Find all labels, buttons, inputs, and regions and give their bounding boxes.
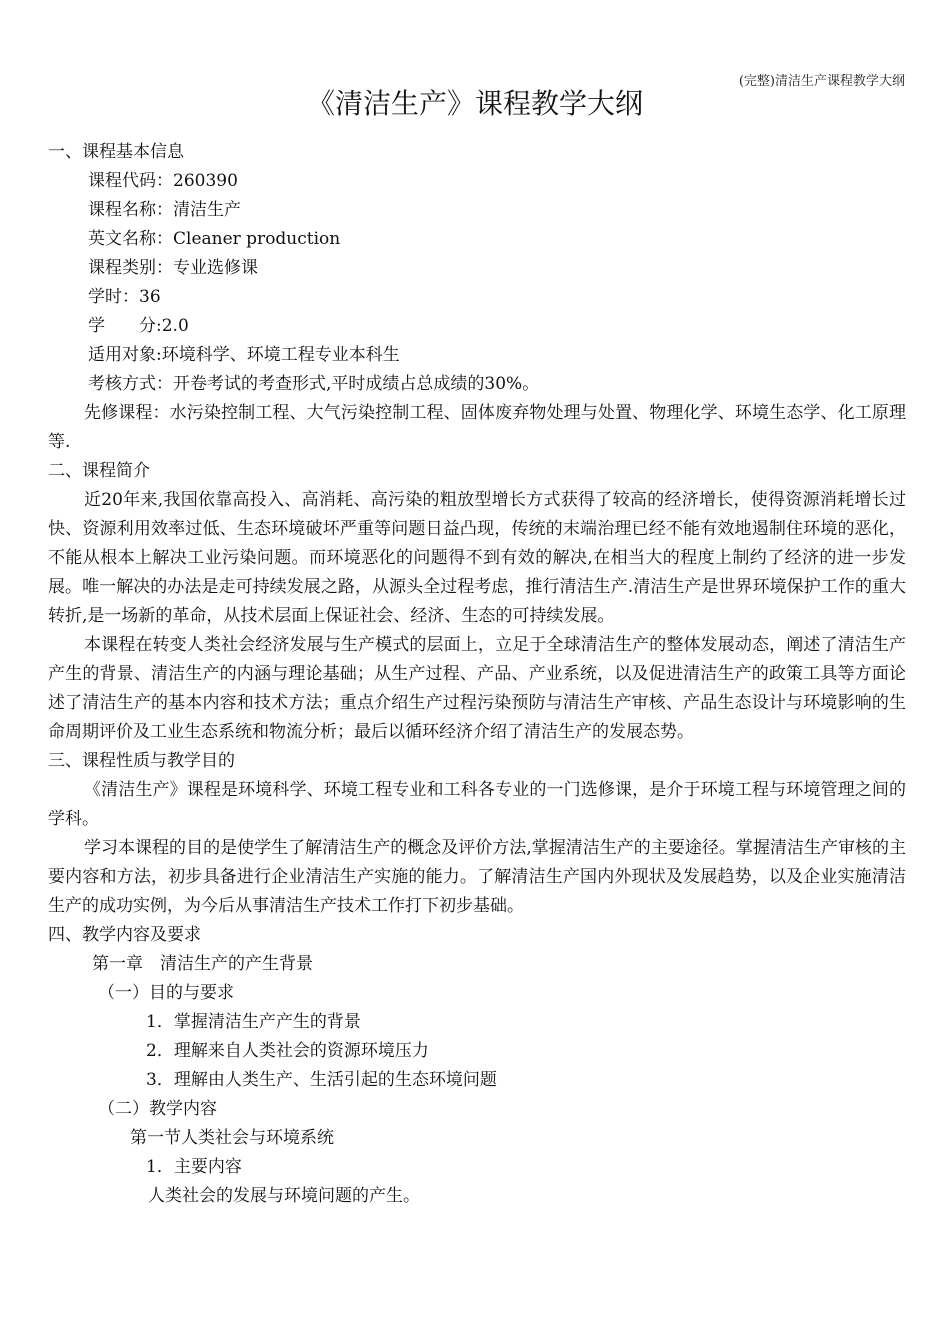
requirement-item-2: 2．理解来自人类社会的资源环境压力 (146, 1041, 429, 1061)
course-english-name: 英文名称：Cleaner production (88, 229, 341, 249)
course-audience: 适用对象:环境科学、环境工程专业本科生 (88, 345, 400, 365)
section-heading-basic-info: 一、课程基本信息 (48, 142, 184, 162)
nature-paragraph-1: 《清洁生产》课程是环境科学、环境工程专业和工科各专业的一门选修课，是介于环境工程与环境管理之间的学科。 (48, 780, 906, 829)
chapter-title: 第一章 清洁生产的产生背景 (92, 954, 313, 974)
course-assessment: 考核方式：开卷考试的考查形式,平时成绩占总成绩的30%。 (88, 374, 540, 394)
requirement-item-1: 1．掌握清洁生产产生的背景 (146, 1012, 361, 1032)
intro-paragraph-2: 本课程在转变人类社会经济发展与生产模式的层面上，立足于全球清洁生产的整体发展动态，阐述了清洁生产产生的背景、清洁生产的内涵与理论基础；从生产过程、产品、产业系统，以及促进清洁生产的政策工具等方面论述了清洁生产的基本内容和技术方法；重点介绍生产过程污染预防与清洁生产审核、产品生态设计与环境影响的生命周期评价及工业生态系统和物流分析；最后以循环经济介绍了清洁生产的发展态势。 (48, 635, 906, 742)
section-heading-nature: 三、课程性质与教学目的 (48, 751, 235, 771)
subheading-teaching-content: （二）教学内容 (98, 1099, 217, 1119)
course-code: 课程代码：260390 (88, 171, 238, 191)
intro-paragraph-1: 近20年来,我国依靠高投入、高消耗、高污染的粗放型增长方式获得了较高的经济增长，使得资源消耗增长过快、资源利用效率过低、生态环境破坏严重等问题日益凸现，传统的末端治理已经不能有效地遏制住环境的恶化，不能从根本上解决工业污染问题。而环境恶化的问题得不到有效的解决,在相当大的程度上制约了经济的进一步发展。唯一解决的办法是走可持续发展之路，从源头全过程考虑，推行清洁生产.清洁生产是世界环境保护工作的重大转折,是一场新的革命，从技术层面上保证社会、经济、生态的可持续发展。 (48, 490, 906, 626)
content-text: 人类社会的发展与环境问题的产生。 (148, 1186, 420, 1206)
running-header: (完整)清洁生产课程教学大纲 (738, 74, 905, 89)
document-title: 《清洁生产》课程教学大纲 (306, 87, 643, 120)
document-body (48, 138, 906, 1211)
course-hours: 学时：36 (88, 287, 161, 307)
section-heading-intro: 二、课程简介 (48, 461, 150, 481)
main-content-label: 1．主要内容 (146, 1157, 242, 1177)
section-title: 第一节人类社会与环境系统 (130, 1128, 334, 1148)
section-heading-content: 四、教学内容及要求 (48, 925, 201, 945)
requirement-item-3: 3．理解由人类生产、生活引起的生态环境问题 (146, 1070, 497, 1090)
subheading-objectives: （一）目的与要求 (98, 983, 234, 1003)
nature-paragraph-2: 学习本课程的目的是使学生了解清洁生产的概念及评价方法,掌握清洁生产的主要途径。掌握清洁生产审核的主要内容和方法，初步具备进行企业清洁生产实施的能力。了解清洁生产国内外现状及发展趋势，以及企业实施清洁生产的成功实例，为今后从事清洁生产技术工作打下初步基础。 (48, 838, 906, 916)
course-prerequisites: 先修课程：水污染控制工程、大气污染控制工程、固体废弃物处理与处置、物理化学、环境生态学、化工原理等. (48, 403, 906, 452)
course-name: 课程名称：清洁生产 (88, 200, 241, 220)
course-credits: 学 分:2.0 (88, 316, 189, 336)
course-category: 课程类别：专业选修课 (88, 258, 258, 278)
